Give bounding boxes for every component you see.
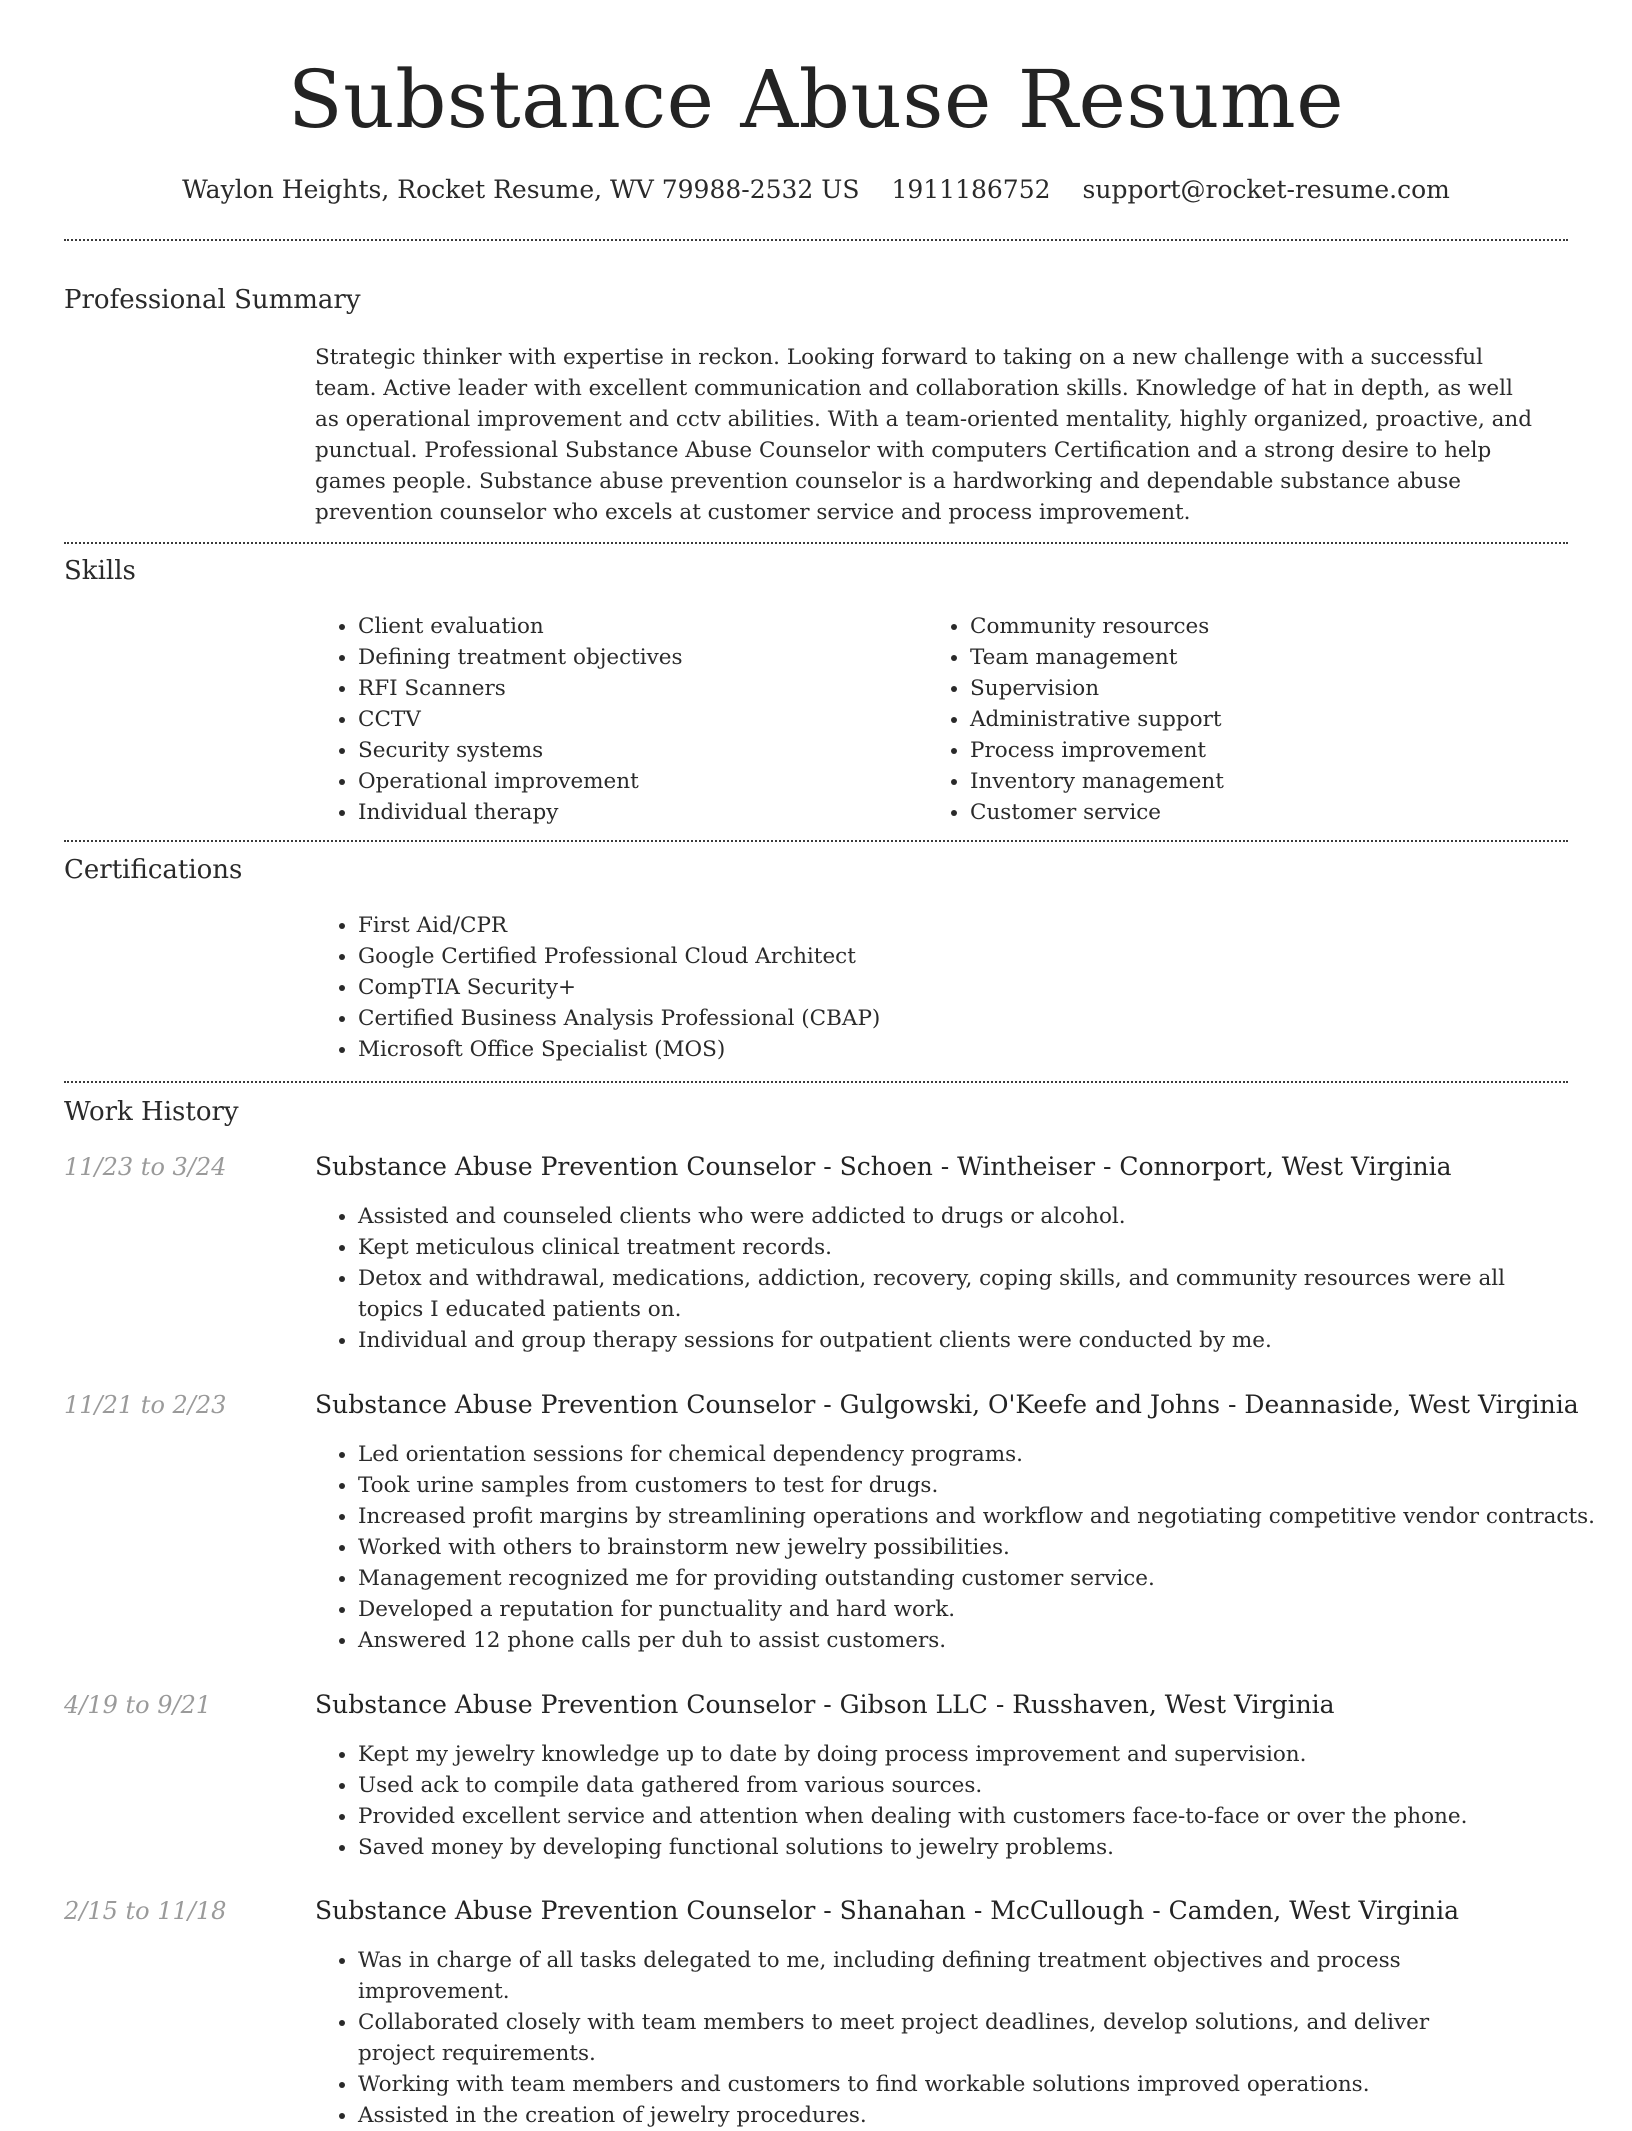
- job-title: Substance Abuse Prevention Counselor - Shanahan - McCullough - Camden, West Virginia: [315, 1896, 1460, 1925]
- job-bullets: [314, 1739, 1558, 1863]
- certification-item: • Google Certified Professional Cloud Architect: [358, 941, 1558, 972]
- resume-name: Substance Abuse Resume: [287, 53, 1345, 146]
- job-bullet: • Saved money by developing functional solutions to jewelry problems.: [358, 1832, 1558, 1863]
- divider: [64, 542, 1568, 544]
- certification-item: • First Aid/CPR: [358, 910, 1558, 941]
- certification-item: • CompTIA Security+: [358, 972, 1558, 1003]
- skill-item: • Inventory management: [970, 766, 1530, 797]
- job-bullet: • Worked with others to brainstorm new jewelry possibilities.: [358, 1532, 1598, 1563]
- contact-address: Waylon Heights, Rocket Resume, WV 79988-2532 US: [182, 175, 860, 204]
- contact-email: support@rocket-resume.com: [1082, 175, 1450, 204]
- skill-item: • Team management: [970, 642, 1530, 673]
- job-bullet: • Developed a reputation for punctuality and hard work.: [358, 1594, 1598, 1625]
- job-bullets: [314, 1201, 1558, 1356]
- job-bullet: • Provided excellent service and attention when dealing with customers face-to-face or over the phone.: [358, 1801, 1558, 1832]
- job-bullet: • Collaborated closely with team members to meet project deadlines, develop solutions, and deliver project requirements.: [358, 2007, 1508, 2069]
- contact-line: [0, 170, 1632, 210]
- skill-item: • Process improvement: [970, 735, 1530, 766]
- job-title: Substance Abuse Prevention Counselor - Gulgowski, O'Keefe and Johns - Deannaside, West Virginia: [315, 1390, 1579, 1419]
- job-bullet: • Kept my jewelry knowledge up to date by doing process improvement and supervision.: [358, 1739, 1558, 1770]
- job-dates: 11/23 to 3/24: [64, 1153, 227, 1181]
- job-title: Substance Abuse Prevention Counselor - Gibson LLC - Russhaven, West Virginia: [315, 1690, 1335, 1719]
- skill-item: • Community resources: [970, 611, 1530, 642]
- job-bullet: • Individual and group therapy sessions for outpatient clients were conducted by me.: [358, 1325, 1558, 1356]
- skill-item: • Client evaluation: [358, 611, 918, 642]
- job-bullets: [314, 1945, 1508, 2131]
- skill-item: • Supervision: [970, 673, 1530, 704]
- job-dates: 4/19 to 9/21: [64, 1691, 212, 1719]
- skill-item: • Customer service: [970, 797, 1530, 828]
- skills-list-left: [314, 611, 918, 828]
- divider: [64, 239, 1568, 241]
- job-bullet: • Increased profit margins by streamlining operations and workflow and negotiating competitive vendor contracts.: [358, 1501, 1598, 1532]
- skill-item: • CCTV: [358, 704, 918, 735]
- job-dates: 2/15 to 11/18: [64, 1897, 227, 1925]
- job-bullet: • Led orientation sessions for chemical dependency programs.: [358, 1439, 1598, 1470]
- job-title: Substance Abuse Prevention Counselor - Schoen - Wintheiser - Connorport, West Virginia: [315, 1152, 1452, 1181]
- job-dates: 11/21 to 2/23: [64, 1391, 227, 1419]
- job-bullet: • Assisted in the creation of jewelry procedures.: [358, 2100, 1508, 2131]
- certifications-list: [314, 910, 1558, 1065]
- job-bullet: • Took urine samples from customers to test for drugs.: [358, 1470, 1598, 1501]
- skill-item: • RFI Scanners: [358, 673, 918, 704]
- skill-item: • Defining treatment objectives: [358, 642, 918, 673]
- job-bullet: • Answered 12 phone calls per duh to assist customers.: [358, 1625, 1598, 1656]
- certification-item: • Microsoft Office Specialist (MOS): [358, 1034, 1558, 1065]
- section-title-work-history: Work History: [64, 1097, 239, 1127]
- skills-list-right: [926, 611, 1530, 828]
- skill-item: • Administrative support: [970, 704, 1530, 735]
- job-bullet: • Detox and withdrawal, medications, addiction, recovery, coping skills, and community resources were all topics I educated patients on.: [358, 1263, 1558, 1325]
- job-bullet: • Working with team members and customers to find workable solutions improved operations.: [358, 2069, 1508, 2100]
- skill-item: • Security systems: [358, 735, 918, 766]
- section-title-skills: Skills: [64, 556, 136, 586]
- job-bullet: • Kept meticulous clinical treatment records.: [358, 1232, 1558, 1263]
- skill-item: • Individual therapy: [358, 797, 918, 828]
- job-bullets: [314, 1439, 1598, 1656]
- certification-item: • Certified Business Analysis Professional (CBAP): [358, 1003, 1558, 1034]
- divider: [64, 1081, 1568, 1083]
- job-bullet: • Used ack to compile data gathered from various sources.: [358, 1770, 1558, 1801]
- section-title-summary: Professional Summary: [64, 285, 361, 315]
- job-bullet: • Was in charge of all tasks delegated to me, including defining treatment objectives and process improvement.: [358, 1945, 1508, 2007]
- divider: [64, 840, 1568, 842]
- skill-item: • Operational improvement: [358, 766, 918, 797]
- job-bullet: • Assisted and counseled clients who were addicted to drugs or alcohol.: [358, 1201, 1558, 1232]
- contact-phone: 1911186752: [891, 175, 1051, 204]
- section-title-certifications: Certifications: [64, 855, 243, 885]
- job-bullet: • Management recognized me for providing outstanding customer service.: [358, 1563, 1598, 1594]
- summary-text: Strategic thinker with expertise in reckon. Looking forward to taking on a new challenge with a successful team. Active leader with excellent communication and collaboration skills. Knowledge of hat in depth, as well as operational improvement and cctv abilities. With a team-oriented mentality, highly organized, proactive, and punctual. Professional Substance Abuse Counselor with computers Certification and a strong desire to help games people. Substance abuse prevention counselor is a hardworking and dependable substance abuse prevention counselor who excels at customer service and process improvement.: [315, 345, 1533, 525]
